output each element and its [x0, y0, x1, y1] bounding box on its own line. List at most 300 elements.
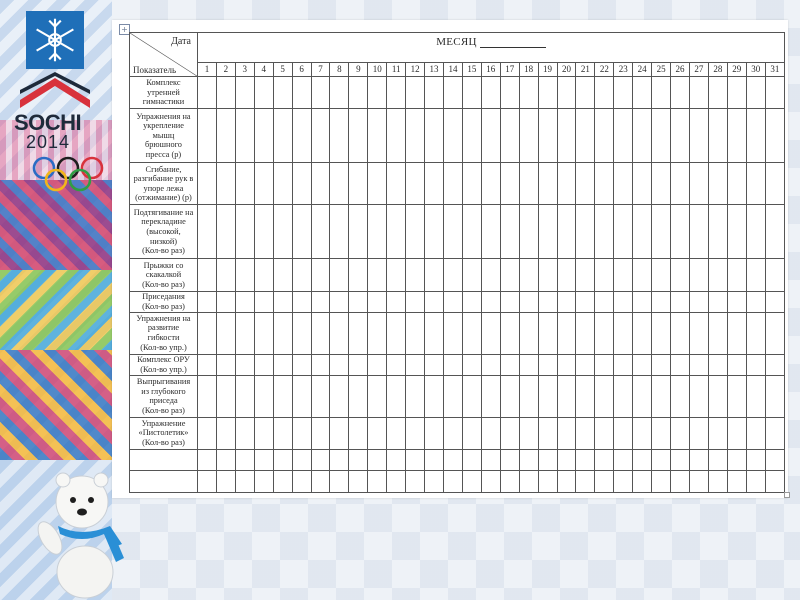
entry-cell[interactable] [500, 312, 519, 354]
entry-cell[interactable] [557, 354, 576, 375]
entry-cell[interactable] [368, 470, 387, 492]
entry-cell[interactable] [500, 470, 519, 492]
entry-cell[interactable] [519, 77, 538, 109]
entry-cell[interactable] [708, 375, 727, 417]
entry-cell[interactable] [746, 259, 765, 291]
entry-cell[interactable] [671, 312, 690, 354]
table-move-handle-icon[interactable]: + [119, 24, 130, 35]
entry-cell[interactable] [595, 417, 614, 449]
entry-cell[interactable] [387, 205, 406, 259]
entry-cell[interactable] [330, 375, 349, 417]
entry-cell[interactable] [481, 163, 500, 205]
entry-cell[interactable] [292, 291, 311, 312]
entry-cell[interactable] [538, 470, 557, 492]
entry-cell[interactable] [557, 109, 576, 163]
entry-cell[interactable] [406, 449, 425, 470]
entry-cell[interactable] [349, 77, 368, 109]
entry-cell[interactable] [576, 354, 595, 375]
entry-cell[interactable] [425, 354, 444, 375]
entry-cell[interactable] [708, 354, 727, 375]
entry-cell[interactable] [633, 449, 652, 470]
entry-cell[interactable] [443, 163, 462, 205]
entry-cell[interactable] [727, 470, 746, 492]
entry-cell[interactable] [652, 259, 671, 291]
entry-cell[interactable] [708, 77, 727, 109]
entry-cell[interactable] [689, 109, 708, 163]
entry-cell[interactable] [689, 205, 708, 259]
entry-cell[interactable] [576, 449, 595, 470]
entry-cell[interactable] [481, 354, 500, 375]
entry-cell[interactable] [349, 109, 368, 163]
entry-cell[interactable] [387, 163, 406, 205]
entry-cell[interactable] [198, 375, 217, 417]
entry-cell[interactable] [481, 109, 500, 163]
entry-cell[interactable] [727, 449, 746, 470]
entry-cell[interactable] [216, 163, 235, 205]
entry-cell[interactable] [292, 375, 311, 417]
entry-cell[interactable] [500, 259, 519, 291]
entry-cell[interactable] [576, 417, 595, 449]
entry-cell[interactable] [443, 291, 462, 312]
entry-cell[interactable] [746, 205, 765, 259]
entry-cell[interactable] [519, 259, 538, 291]
entry-cell[interactable] [330, 205, 349, 259]
entry-cell[interactable] [614, 375, 633, 417]
entry-cell[interactable] [235, 163, 254, 205]
entry-cell[interactable] [368, 375, 387, 417]
entry-cell[interactable] [198, 312, 217, 354]
entry-cell[interactable] [557, 375, 576, 417]
entry-cell[interactable] [633, 109, 652, 163]
entry-cell[interactable] [235, 417, 254, 449]
entry-cell[interactable] [368, 259, 387, 291]
entry-cell[interactable] [443, 312, 462, 354]
entry-cell[interactable] [652, 470, 671, 492]
entry-cell[interactable] [462, 312, 481, 354]
entry-cell[interactable] [708, 417, 727, 449]
entry-cell[interactable] [614, 205, 633, 259]
entry-cell[interactable] [216, 449, 235, 470]
entry-cell[interactable] [708, 109, 727, 163]
entry-cell[interactable] [671, 417, 690, 449]
entry-cell[interactable] [443, 375, 462, 417]
entry-cell[interactable] [387, 375, 406, 417]
entry-cell[interactable] [765, 417, 784, 449]
entry-cell[interactable] [425, 259, 444, 291]
entry-cell[interactable] [425, 109, 444, 163]
entry-cell[interactable] [765, 291, 784, 312]
entry-cell[interactable] [387, 77, 406, 109]
entry-cell[interactable] [425, 205, 444, 259]
entry-cell[interactable] [557, 312, 576, 354]
entry-cell[interactable] [330, 354, 349, 375]
entry-cell[interactable] [727, 354, 746, 375]
entry-cell[interactable] [254, 291, 273, 312]
entry-cell[interactable] [349, 354, 368, 375]
entry-cell[interactable] [689, 312, 708, 354]
entry-cell[interactable] [198, 470, 217, 492]
entry-cell[interactable] [614, 163, 633, 205]
entry-cell[interactable] [349, 312, 368, 354]
entry-cell[interactable] [235, 449, 254, 470]
entry-cell[interactable] [500, 354, 519, 375]
entry-cell[interactable] [198, 163, 217, 205]
entry-cell[interactable] [273, 417, 292, 449]
entry-cell[interactable] [689, 354, 708, 375]
entry-cell[interactable] [462, 470, 481, 492]
entry-cell[interactable] [576, 470, 595, 492]
entry-cell[interactable] [633, 77, 652, 109]
entry-cell[interactable] [481, 205, 500, 259]
entry-cell[interactable] [519, 354, 538, 375]
entry-cell[interactable] [746, 312, 765, 354]
month-header-cell[interactable] [198, 33, 785, 63]
entry-cell[interactable] [292, 417, 311, 449]
entry-cell[interactable] [311, 259, 330, 291]
entry-cell[interactable] [595, 354, 614, 375]
entry-cell[interactable] [292, 163, 311, 205]
entry-cell[interactable] [652, 417, 671, 449]
entry-cell[interactable] [671, 163, 690, 205]
entry-cell[interactable] [216, 259, 235, 291]
entry-cell[interactable] [652, 109, 671, 163]
entry-cell[interactable] [652, 449, 671, 470]
entry-cell[interactable] [462, 449, 481, 470]
entry-cell[interactable] [557, 163, 576, 205]
entry-cell[interactable] [425, 77, 444, 109]
entry-cell[interactable] [273, 470, 292, 492]
entry-cell[interactable] [689, 449, 708, 470]
entry-cell[interactable] [292, 109, 311, 163]
entry-cell[interactable] [519, 109, 538, 163]
entry-cell[interactable] [349, 205, 368, 259]
entry-cell[interactable] [235, 259, 254, 291]
entry-cell[interactable] [557, 205, 576, 259]
entry-cell[interactable] [481, 291, 500, 312]
entry-cell[interactable] [406, 259, 425, 291]
entry-cell[interactable] [273, 312, 292, 354]
entry-cell[interactable] [576, 109, 595, 163]
entry-cell[interactable] [330, 77, 349, 109]
entry-cell[interactable] [500, 417, 519, 449]
entry-cell[interactable] [406, 291, 425, 312]
entry-cell[interactable] [538, 259, 557, 291]
entry-cell[interactable] [595, 291, 614, 312]
entry-cell[interactable] [368, 312, 387, 354]
entry-cell[interactable] [311, 109, 330, 163]
entry-cell[interactable] [254, 205, 273, 259]
entry-cell[interactable] [254, 417, 273, 449]
entry-cell[interactable] [746, 375, 765, 417]
entry-cell[interactable] [216, 205, 235, 259]
entry-cell[interactable] [595, 312, 614, 354]
entry-cell[interactable] [538, 312, 557, 354]
entry-cell[interactable] [519, 449, 538, 470]
entry-cell[interactable] [254, 259, 273, 291]
entry-cell[interactable] [292, 205, 311, 259]
entry-cell[interactable] [746, 417, 765, 449]
entry-cell[interactable] [292, 312, 311, 354]
entry-cell[interactable] [538, 109, 557, 163]
entry-cell[interactable] [481, 470, 500, 492]
entry-cell[interactable] [708, 205, 727, 259]
entry-cell[interactable] [481, 417, 500, 449]
entry-cell[interactable] [708, 163, 727, 205]
entry-cell[interactable] [614, 291, 633, 312]
entry-cell[interactable] [671, 259, 690, 291]
entry-cell[interactable] [538, 205, 557, 259]
entry-cell[interactable] [443, 259, 462, 291]
entry-cell[interactable] [368, 77, 387, 109]
entry-cell[interactable] [595, 205, 614, 259]
entry-cell[interactable] [349, 470, 368, 492]
entry-cell[interactable] [538, 417, 557, 449]
entry-cell[interactable] [311, 470, 330, 492]
entry-cell[interactable] [557, 291, 576, 312]
entry-cell[interactable] [387, 109, 406, 163]
entry-cell[interactable] [671, 291, 690, 312]
entry-cell[interactable] [406, 470, 425, 492]
entry-cell[interactable] [443, 77, 462, 109]
entry-cell[interactable] [595, 77, 614, 109]
entry-cell[interactable] [198, 449, 217, 470]
entry-cell[interactable] [614, 449, 633, 470]
entry-cell[interactable] [406, 312, 425, 354]
entry-cell[interactable] [425, 291, 444, 312]
entry-cell[interactable] [671, 470, 690, 492]
entry-cell[interactable] [368, 205, 387, 259]
entry-cell[interactable] [708, 470, 727, 492]
entry-cell[interactable] [481, 375, 500, 417]
entry-cell[interactable] [538, 375, 557, 417]
entry-cell[interactable] [462, 417, 481, 449]
entry-cell[interactable] [368, 417, 387, 449]
entry-cell[interactable] [595, 259, 614, 291]
entry-cell[interactable] [235, 77, 254, 109]
entry-cell[interactable] [292, 77, 311, 109]
entry-cell[interactable] [368, 354, 387, 375]
entry-cell[interactable] [311, 77, 330, 109]
table-resize-handle-icon[interactable] [784, 492, 790, 498]
entry-cell[interactable] [443, 205, 462, 259]
entry-cell[interactable] [406, 205, 425, 259]
entry-cell[interactable] [481, 259, 500, 291]
entry-cell[interactable] [235, 291, 254, 312]
entry-cell[interactable] [689, 259, 708, 291]
entry-cell[interactable] [273, 77, 292, 109]
entry-cell[interactable] [330, 449, 349, 470]
entry-cell[interactable] [292, 470, 311, 492]
entry-cell[interactable] [311, 205, 330, 259]
entry-cell[interactable] [311, 291, 330, 312]
entry-cell[interactable] [330, 312, 349, 354]
entry-cell[interactable] [462, 375, 481, 417]
entry-cell[interactable] [387, 470, 406, 492]
entry-cell[interactable] [500, 77, 519, 109]
entry-cell[interactable] [216, 375, 235, 417]
entry-cell[interactable] [689, 77, 708, 109]
entry-cell[interactable] [633, 417, 652, 449]
entry-cell[interactable] [273, 259, 292, 291]
entry-cell[interactable] [406, 375, 425, 417]
entry-cell[interactable] [349, 375, 368, 417]
entry-cell[interactable] [368, 163, 387, 205]
entry-cell[interactable] [614, 259, 633, 291]
entry-cell[interactable] [443, 449, 462, 470]
entry-cell[interactable] [216, 417, 235, 449]
entry-cell[interactable] [462, 354, 481, 375]
entry-cell[interactable] [198, 205, 217, 259]
entry-cell[interactable] [538, 354, 557, 375]
entry-cell[interactable] [746, 163, 765, 205]
entry-cell[interactable] [330, 163, 349, 205]
entry-cell[interactable] [765, 470, 784, 492]
entry-cell[interactable] [557, 77, 576, 109]
entry-cell[interactable] [387, 291, 406, 312]
entry-cell[interactable] [273, 163, 292, 205]
entry-cell[interactable] [519, 417, 538, 449]
entry-cell[interactable] [727, 205, 746, 259]
entry-cell[interactable] [235, 109, 254, 163]
entry-cell[interactable] [406, 354, 425, 375]
entry-cell[interactable] [538, 77, 557, 109]
entry-cell[interactable] [765, 312, 784, 354]
entry-cell[interactable] [481, 312, 500, 354]
entry-cell[interactable] [614, 109, 633, 163]
entry-cell[interactable] [254, 470, 273, 492]
entry-cell[interactable] [689, 417, 708, 449]
entry-cell[interactable] [727, 77, 746, 109]
entry-cell[interactable] [576, 375, 595, 417]
entry-cell[interactable] [765, 259, 784, 291]
entry-cell[interactable] [216, 470, 235, 492]
entry-cell[interactable] [633, 470, 652, 492]
entry-cell[interactable] [519, 163, 538, 205]
entry-cell[interactable] [746, 109, 765, 163]
entry-cell[interactable] [462, 163, 481, 205]
entry-cell[interactable] [671, 77, 690, 109]
entry-cell[interactable] [652, 375, 671, 417]
entry-cell[interactable] [462, 109, 481, 163]
entry-cell[interactable] [273, 109, 292, 163]
entry-cell[interactable] [727, 109, 746, 163]
entry-cell[interactable] [689, 470, 708, 492]
entry-cell[interactable] [595, 375, 614, 417]
entry-cell[interactable] [746, 470, 765, 492]
entry-cell[interactable] [198, 77, 217, 109]
entry-cell[interactable] [746, 449, 765, 470]
entry-cell[interactable] [633, 163, 652, 205]
entry-cell[interactable] [633, 205, 652, 259]
entry-cell[interactable] [538, 449, 557, 470]
entry-cell[interactable] [727, 259, 746, 291]
entry-cell[interactable] [198, 259, 217, 291]
entry-cell[interactable] [330, 291, 349, 312]
entry-cell[interactable] [311, 312, 330, 354]
entry-cell[interactable] [689, 291, 708, 312]
entry-cell[interactable] [368, 109, 387, 163]
entry-cell[interactable] [311, 375, 330, 417]
entry-cell[interactable] [652, 77, 671, 109]
entry-cell[interactable] [519, 375, 538, 417]
entry-cell[interactable] [633, 375, 652, 417]
entry-cell[interactable] [198, 291, 217, 312]
entry-cell[interactable] [387, 312, 406, 354]
entry-cell[interactable] [311, 163, 330, 205]
entry-cell[interactable] [595, 163, 614, 205]
entry-cell[interactable] [330, 470, 349, 492]
entry-cell[interactable] [387, 354, 406, 375]
entry-cell[interactable] [500, 205, 519, 259]
entry-cell[interactable] [671, 109, 690, 163]
entry-cell[interactable] [746, 77, 765, 109]
entry-cell[interactable] [727, 163, 746, 205]
entry-cell[interactable] [462, 291, 481, 312]
entry-cell[interactable] [406, 163, 425, 205]
entry-cell[interactable] [519, 205, 538, 259]
entry-cell[interactable] [481, 449, 500, 470]
entry-cell[interactable] [765, 205, 784, 259]
entry-cell[interactable] [443, 354, 462, 375]
entry-cell[interactable] [652, 291, 671, 312]
entry-cell[interactable] [292, 354, 311, 375]
entry-cell[interactable] [765, 375, 784, 417]
entry-cell[interactable] [443, 417, 462, 449]
entry-cell[interactable] [216, 109, 235, 163]
entry-cell[interactable] [235, 375, 254, 417]
entry-cell[interactable] [614, 470, 633, 492]
entry-cell[interactable] [652, 354, 671, 375]
month-blank-field[interactable] [480, 37, 546, 48]
entry-cell[interactable] [216, 354, 235, 375]
entry-cell[interactable] [652, 312, 671, 354]
entry-cell[interactable] [500, 163, 519, 205]
entry-cell[interactable] [633, 354, 652, 375]
entry-cell[interactable] [765, 77, 784, 109]
entry-cell[interactable] [443, 470, 462, 492]
entry-cell[interactable] [671, 375, 690, 417]
entry-cell[interactable] [349, 259, 368, 291]
entry-cell[interactable] [652, 205, 671, 259]
entry-cell[interactable] [500, 375, 519, 417]
entry-cell[interactable] [292, 259, 311, 291]
entry-cell[interactable] [406, 77, 425, 109]
entry-cell[interactable] [708, 259, 727, 291]
entry-cell[interactable] [235, 354, 254, 375]
entry-cell[interactable] [462, 259, 481, 291]
entry-cell[interactable] [595, 109, 614, 163]
entry-cell[interactable] [462, 77, 481, 109]
entry-cell[interactable] [519, 470, 538, 492]
entry-cell[interactable] [273, 354, 292, 375]
entry-cell[interactable] [557, 259, 576, 291]
entry-cell[interactable] [481, 77, 500, 109]
entry-cell[interactable] [708, 291, 727, 312]
entry-cell[interactable] [254, 312, 273, 354]
entry-cell[interactable] [254, 354, 273, 375]
entry-cell[interactable] [349, 163, 368, 205]
entry-cell[interactable] [425, 312, 444, 354]
entry-cell[interactable] [576, 259, 595, 291]
entry-cell[interactable] [519, 291, 538, 312]
entry-cell[interactable] [538, 163, 557, 205]
entry-cell[interactable] [198, 109, 217, 163]
entry-cell[interactable] [633, 312, 652, 354]
entry-cell[interactable] [273, 205, 292, 259]
entry-cell[interactable] [557, 417, 576, 449]
entry-cell[interactable] [557, 470, 576, 492]
entry-cell[interactable] [406, 109, 425, 163]
